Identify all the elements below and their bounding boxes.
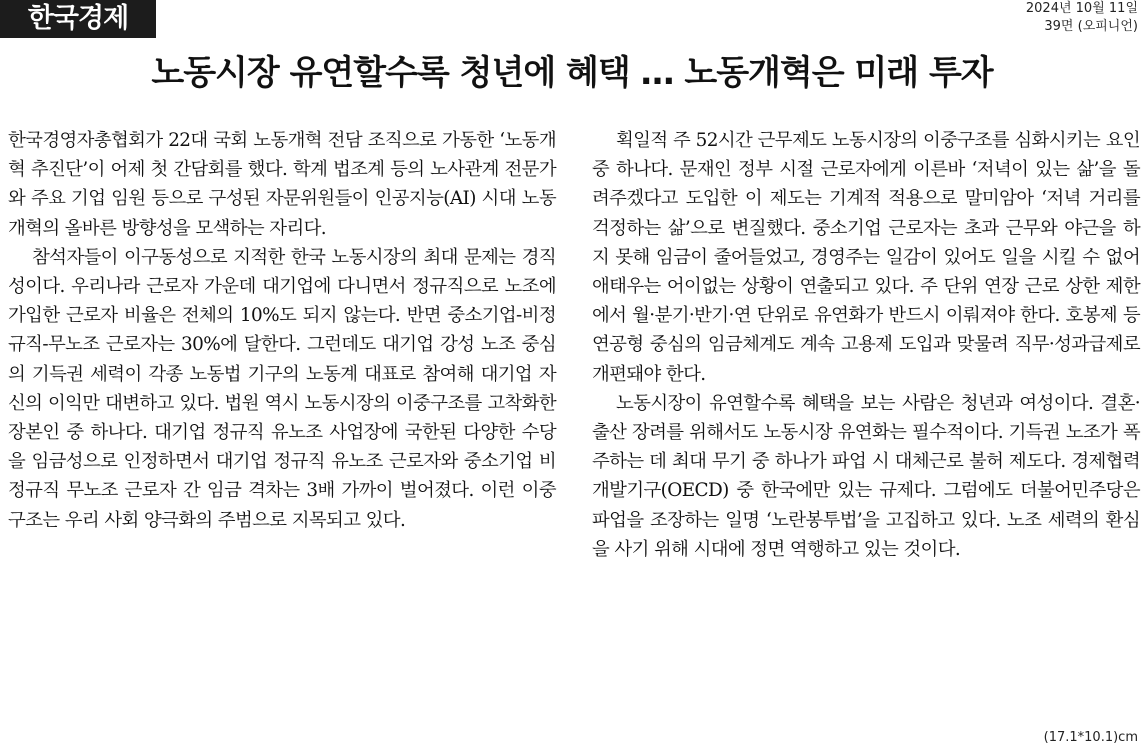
publication-meta	[1026, 0, 1138, 36]
publication-date: 2024년 10월 11일	[1025, 1, 1138, 16]
article-column-left	[8, 126, 556, 535]
article-paragraph: 노동시장이 유연할수록 혜택을 보는 사람은 청년과 여성이다. 결혼·출산 장려를 위해서도 노동시장 유연화는 필수적이다. 기득권 노조가 폭주하는 데 최대 무기 중 하나가 파업 시 대체근로 불허 제도다. 경제협력개발기구(OECD) 중 한국에만 있는 규제다. 그럼에도 더불어민주당은 파업을 조장하는 일명 ‘노란봉투법’을 고집하고 있다. 노조 세력의 환심을 사기 위해 시대에 정면 역행하고 있는 것이다.	[592, 392, 1140, 560]
article-column-right	[592, 126, 1140, 564]
clipping-size-note: (17.1*10.1)cm	[1043, 730, 1138, 745]
newspaper-masthead: 한국경제	[0, 0, 156, 38]
article-paragraph: 한국경영자총협회가 22대 국회 노동개혁 전담 조직으로 가동한 ‘노동개혁 추진단’이 어제 첫 간담회를 했다. 학계 법조계 등의 노사관계 전문가와 주요 기업 임원 등으로 구성된 자문위원들이 인공지능(AI) 시대 노동개혁의 올바른 방향성을 모색하는 자리다.	[8, 130, 556, 239]
article-paragraph: 참석자들이 이구동성으로 지적한 한국 노동시장의 최대 문제는 경직성이다. 우리나라 근로자 가운데 대기업에 다니면서 정규직으로 노조에 가입한 근로자 비율은 전체의 10%도 되지 않는다. 반면 중소기업-비정규직-무노조 근로자는 30%에 달한다. 그런데도 대기업 강성 노조 중심의 기득권 세력이 각종 노동법 기구의 노동계 대표로 참여해 대기업 자신의 이익만 대변하고 있다. 법원 역시 노동시장의 이중구조를 고착화한 장본인 중 하나다. 대기업 정규직 유노조 사업장에 국한된 다양한 수당을 임금성으로 인정하면서 대기업 정규직 유노조 근로자와 중소기업 비정규직 무노조 근로자 간 임금 격차는 3배 가까이 벌어졌다. 이런 이중구조는 우리 사회 양극화의 주범으로 지목되고 있다.	[8, 246, 556, 531]
article-paragraph: 획일적 주 52시간 근무제도 노동시장의 이중구조를 심화시키는 요인 중 하나다. 문재인 정부 시절 근로자에게 이른바 ‘저녁이 있는 삶’을 돌려주겠다고 도입한 이 제도는 기계적 적용으로 말미암아 ‘저녁 거리를 걱정하는 삶’으로 변질했다. 중소기업 근로자는 초과 근무와 야근을 하지 못해 임금이 줄어들었고, 경영주는 일감이 있어도 일을 시킬 수 없어 애태우는 어이없는 상황이 연출되고 있다. 주 단위 연장 근로 상한 제한에서 월·분기·반기·연 단위로 유연화가 반드시 이뤄져야 한다. 호봉제 등 연공형 중심의 임금체계도 계속 고용제 도입과 맞물려 직무·성과급제로 개편돼야 한다.	[592, 130, 1140, 385]
page-section: 39면 (오피니언)	[1044, 19, 1138, 34]
article-headline: 노동시장 유연할수록 청년에 혜택 … 노동개혁은 미래 투자	[151, 53, 993, 93]
